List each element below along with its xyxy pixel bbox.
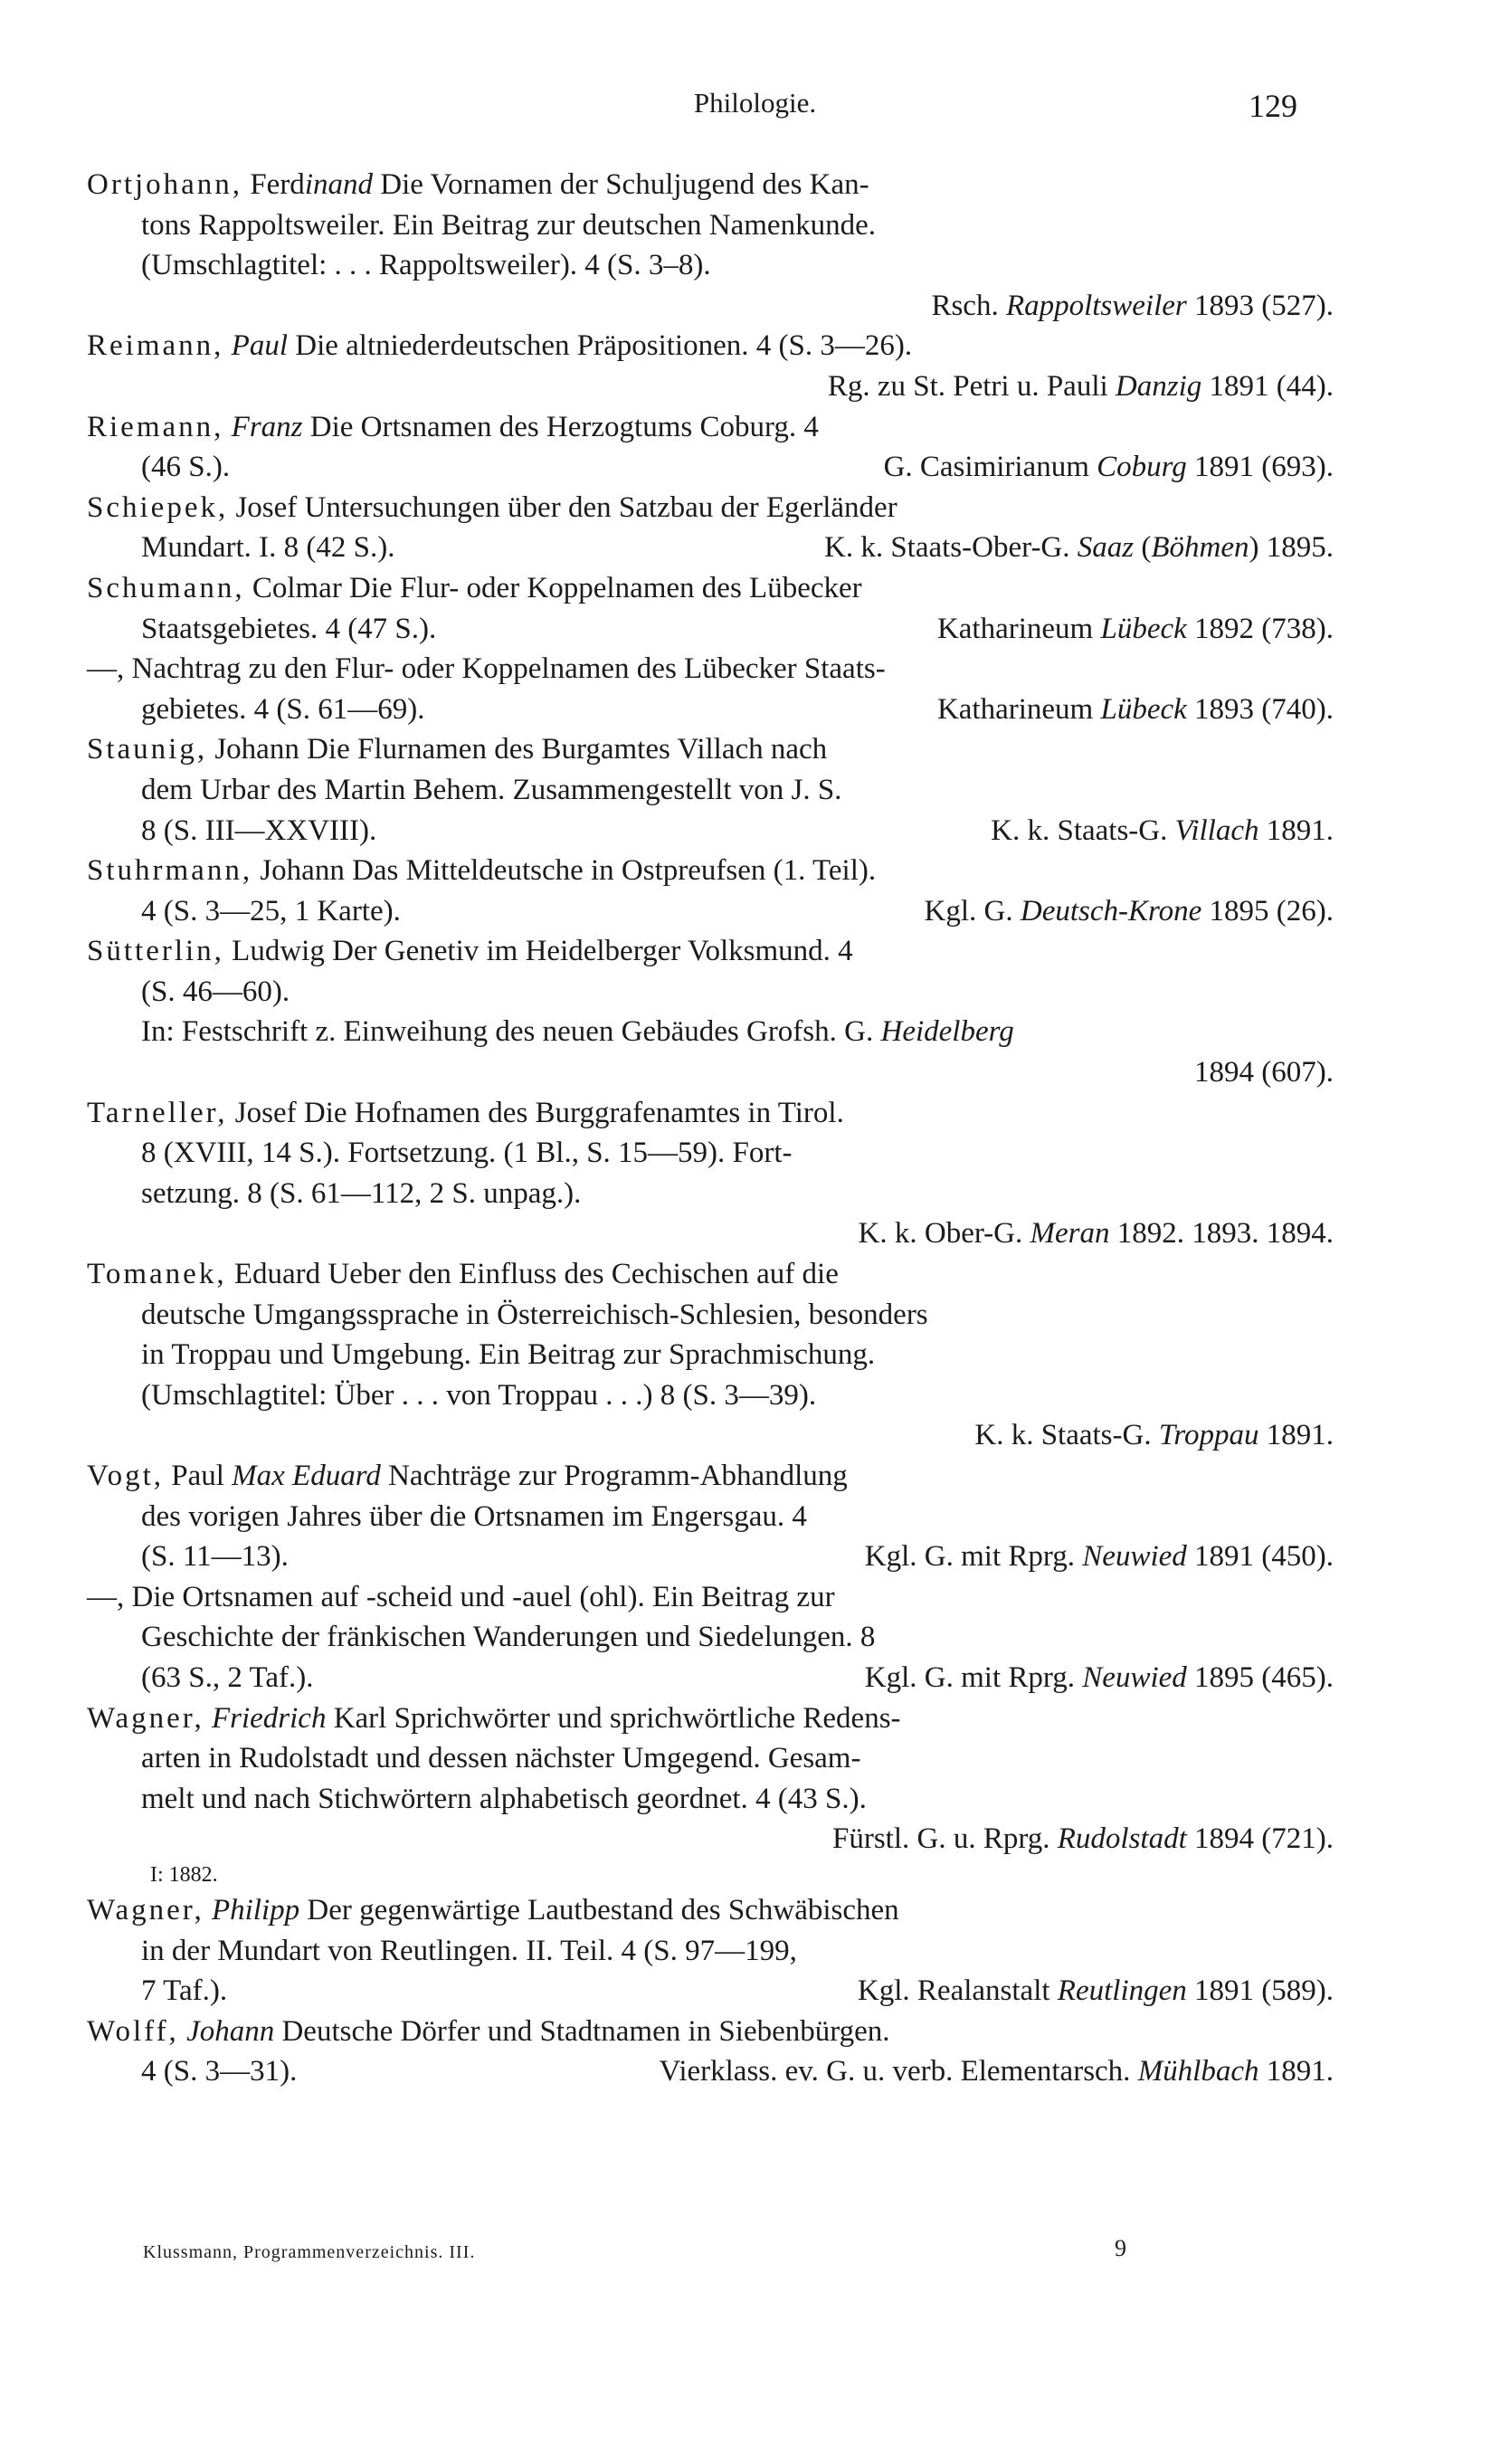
- page-number: 129: [1249, 88, 1297, 124]
- entry-wagner-friedrich: Wagner, Friedrich Karl Sprichwörter und sprichwörtliche Redens- arten in Rudolstadt und dessen nächster Umgegend. Gesam- melt und nach Stichwörtern alphabetisch geordnet. 4 (43 S.). Fürstl. G. u. Rprg. Rudolstadt 1894 (721). I: 1882.: [87, 1698, 1334, 1890]
- entry-staunig: Staunig, Johann Die Flurnamen des Burgamtes Villach nach dem Urbar des Martin Behem. Zusammengestellt von J. S. 8 (S. III—XXVIII). K. k. Staats-G. Villach 1891.: [87, 733, 1334, 847]
- place: Lübeck: [1100, 692, 1187, 726]
- entry-tomanek: Tomanek, Eduard Ueber den Einfluss des Cechischen auf die deutsche Umgangssprache in Österreichisch-Schlesien, besonders in Troppau und Umgebung. Ein Beitrag zur Sprachmischung. (Umschlagtitel: Über . . . von Troppau . . .) 8 (S. 3—39). K. k. Staats-G. Troppau 1891.: [87, 1258, 1334, 1452]
- place: Villach: [1174, 813, 1259, 847]
- signature-mark: 9: [1115, 2235, 1126, 2261]
- author-surname: Staunig,: [87, 733, 208, 766]
- author-surname: Vogt,: [87, 1460, 164, 1492]
- author-surname: Schumann,: [87, 571, 245, 604]
- place: Deutsch-Krone: [1020, 894, 1202, 928]
- author-surname: Stuhrmann,: [87, 854, 253, 888]
- place: Heidelberg: [880, 1015, 1014, 1049]
- entry-schumann: Schumann, Colmar Die Flur- oder Koppelnamen des Lübecker Staatsgebietes. 4 (47 S.). Katharineum Lübeck 1892 (738).: [87, 571, 1334, 645]
- entry-tarneller: Tarneller, Josef Die Hofnamen des Burggrafenamtes in Tirol. 8 (XVIII, 14 S.). Fortsetzung. (1 Bl., S. 15—59). Fort- setzung. 8 (S. 61—112, 2 S. unpag.). K. k. Ober-G. Meran 1892. 1893. 1894.: [87, 1096, 1334, 1251]
- author-surname: Schiepek,: [87, 490, 229, 524]
- place: Meran: [1030, 1217, 1110, 1251]
- bibliography-list: [87, 165, 1334, 2092]
- entry-vogt-ortsnamen: —, Die Ortsnamen auf -scheid und -auel (ohl). Ein Beitrag zur Geschichte der fränkischen Wanderungen und Siedelungen. 8 (63 S., 2 Taf.). Kgl. G. mit Rprg. Neuwied 1895 (465).: [87, 1580, 1334, 1694]
- entry-riemann: Riemann, Franz Die Ortsnamen des Herzogtums Coburg. 4 (46 S.). G. Casimirianum Coburg 1891 (693).: [87, 410, 1334, 484]
- author-surname: Wagner,: [87, 1701, 204, 1735]
- place: Mühlbach: [1137, 2055, 1259, 2088]
- author-surname: Riemann,: [87, 410, 224, 443]
- author-surname: Tarneller,: [87, 1096, 228, 1129]
- entry-reimann: Reimann, Paul Die altniederdeutschen Präpositionen. 4 (S. 3—26). Rg. zu St. Petri u. Pauli Danzig 1891 (44).: [87, 329, 1334, 403]
- place: Coburg: [1097, 451, 1187, 484]
- place: Troppau: [1158, 1419, 1259, 1452]
- entry-vogt: Vogt, Paul Max Eduard Nachträge zur Programm-Abhandlung des vorigen Jahres über die Ortsnamen im Engersgau. 4 (S. 11—13). Kgl. G. mit Rprg. Neuwied 1891 (450).: [87, 1460, 1334, 1574]
- author-surname: Wolff,: [87, 2014, 179, 2048]
- place: Neuwied: [1082, 1540, 1187, 1574]
- entry-schiepek: Schiepek, Josef Untersuchungen über den Satzbau der Egerländer Mundart. I. 8 (42 S.). K. k. Staats-Ober-G. Saaz (Böhmen) 1895.: [87, 490, 1334, 565]
- place: Saaz: [1077, 531, 1135, 565]
- entry-suetterlin: Sütterlin, Ludwig Der Genetiv im Heidelberger Volksmund. 4 (S. 46—60). In: Festschrift z. Einweihung des neuen Gebäudes Grofsh. G. Heidelberg 1894 (607).: [87, 935, 1334, 1089]
- place: Danzig: [1115, 369, 1202, 403]
- entry-ortjohann: Ortjohann, Ferdinand Die Vornamen der Schuljugend des Kan- tons Rappoltsweiler. Ein Beitrag zur deutschen Namenkunde. (Umschlagtitel: . . . Rappoltsweiler). 4 (S. 3–8). Rsch. Rappoltsweiler 1893 (527).: [87, 168, 1334, 322]
- author-surname: Sütterlin,: [87, 935, 224, 968]
- entry-stuhrmann: Stuhrmann, Johann Das Mitteldeutsche in Ostpreufsen (1. Teil). 4 (S. 3—25, 1 Karte). Kgl. G. Deutsch-Krone 1895 (26).: [87, 854, 1334, 928]
- footer-source: Klussmann, Programmenverzeichnis. III.: [143, 2242, 476, 2262]
- place: Reutlingen: [1057, 1974, 1187, 2008]
- author-surname: Wagner,: [87, 1893, 204, 1926]
- running-title: Philologie.: [693, 87, 817, 119]
- author-surname: Reimann,: [87, 329, 224, 363]
- entry-wolff: Wolff, Johann Deutsche Dörfer und Stadtnamen in Siebenbürgen. 4 (S. 3—31). Vierklass. ev. G. u. verb. Elementarsch. Mühlbach 1891.: [87, 2014, 1334, 2088]
- place: Rudolstadt: [1057, 1822, 1187, 1856]
- author-surname: Tomanek,: [87, 1258, 227, 1291]
- author-surname: Ortjohann,: [87, 168, 243, 201]
- entry-schumann-nachtrag: —, Nachtrag zu den Flur- oder Koppelnamen des Lübecker Staats- gebietes. 4 (S. 61—69). Katharineum Lübeck 1893 (740).: [87, 652, 1334, 726]
- entry-note: I: 1882.: [150, 1862, 218, 1887]
- place: Neuwied: [1082, 1660, 1187, 1694]
- place: Lübeck: [1100, 612, 1187, 645]
- entry-wagner-philipp: Wagner, Philipp Der gegenwärtige Lautbestand des Schwäbischen in der Mundart von Reutlingen. II. Teil. 4 (S. 97—199, 7 Taf.). Kgl. Realanstalt Reutlingen 1891 (589).: [87, 1893, 1334, 2008]
- place: Rappoltsweiler: [1005, 289, 1187, 322]
